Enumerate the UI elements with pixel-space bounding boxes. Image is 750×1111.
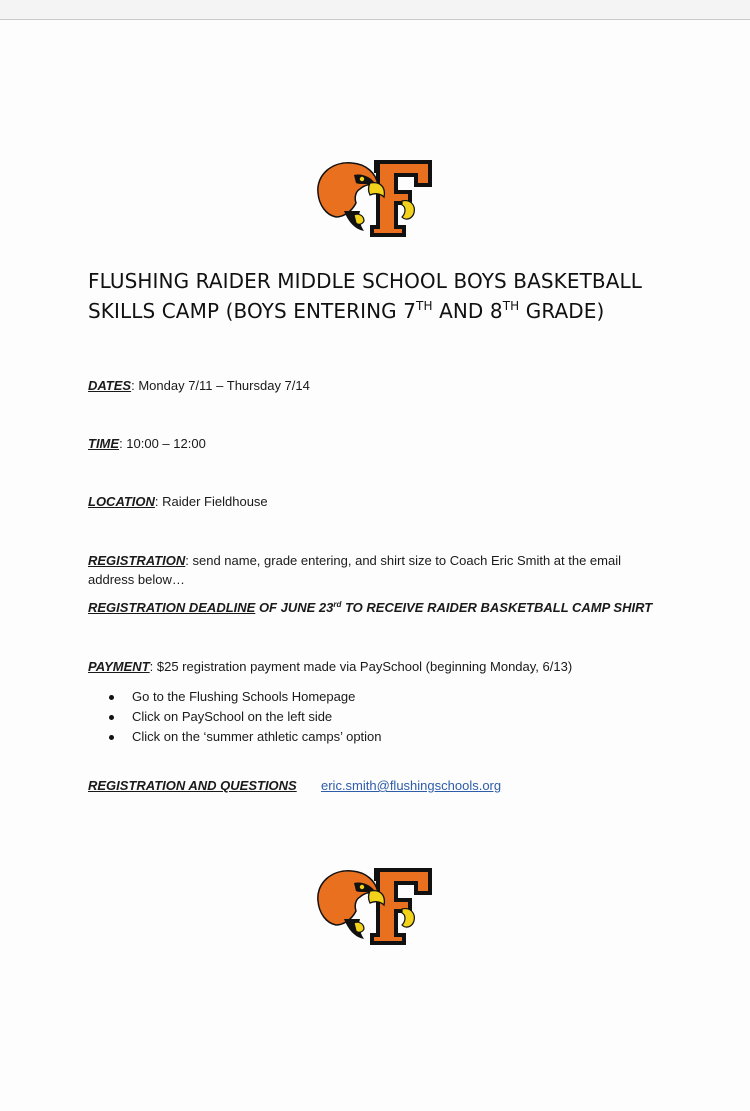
title-line-2: SKILLS CAMP (BOYS ENTERING 7TH AND 8TH GRADE) xyxy=(88,299,605,323)
window-top-bar xyxy=(0,0,750,20)
registration-value-cont: address below… xyxy=(88,572,185,587)
location-value: : Raider Fieldhouse xyxy=(154,494,268,509)
payment-label: PAYMENT xyxy=(88,659,150,674)
time-line xyxy=(88,434,688,453)
raider-logo-bottom-icon xyxy=(314,863,436,947)
dates-line xyxy=(88,376,688,395)
registration-label: REGISTRATION xyxy=(88,553,186,568)
page-title xyxy=(88,266,688,326)
location-label: LOCATION xyxy=(88,494,155,509)
dates-label: DATES xyxy=(88,378,132,393)
payment-steps-list xyxy=(88,687,382,747)
location-line xyxy=(88,492,688,511)
deadline-line xyxy=(88,598,688,617)
registration-value: : send name, grade entering, and shirt size to Coach Eric Smith at the email xyxy=(185,553,621,568)
title-line-1: FLUSHING RAIDER MIDDLE SCHOOL BOYS BASKETBALL xyxy=(88,269,643,293)
deadline-label: REGISTRATION DEADLINE xyxy=(88,600,256,615)
registration-line xyxy=(88,551,688,589)
time-label: TIME xyxy=(88,436,120,451)
email-link[interactable]: eric.smith@flushingschools.org xyxy=(321,778,502,793)
list-item: Click on the ‘summer athletic camps’ option xyxy=(88,727,382,747)
list-item: Click on PaySchool on the left side xyxy=(88,707,382,727)
dates-value: : Monday 7/11 – Thursday 7/14 xyxy=(131,378,310,393)
time-value: : 10:00 – 12:00 xyxy=(119,436,206,451)
payment-line xyxy=(88,657,688,676)
list-item: Go to the Flushing Schools Homepage xyxy=(88,687,382,707)
raider-logo-icon xyxy=(314,155,436,239)
deadline-text: OF JUNE 23rd TO RECEIVE RAIDER BASKETBALL CAMP SHIRT xyxy=(255,600,653,615)
payment-value: : $25 registration payment made via PaySchool (beginning Monday, 6/13) xyxy=(149,659,573,674)
contact-label: REGISTRATION AND QUESTIONS xyxy=(88,778,297,793)
